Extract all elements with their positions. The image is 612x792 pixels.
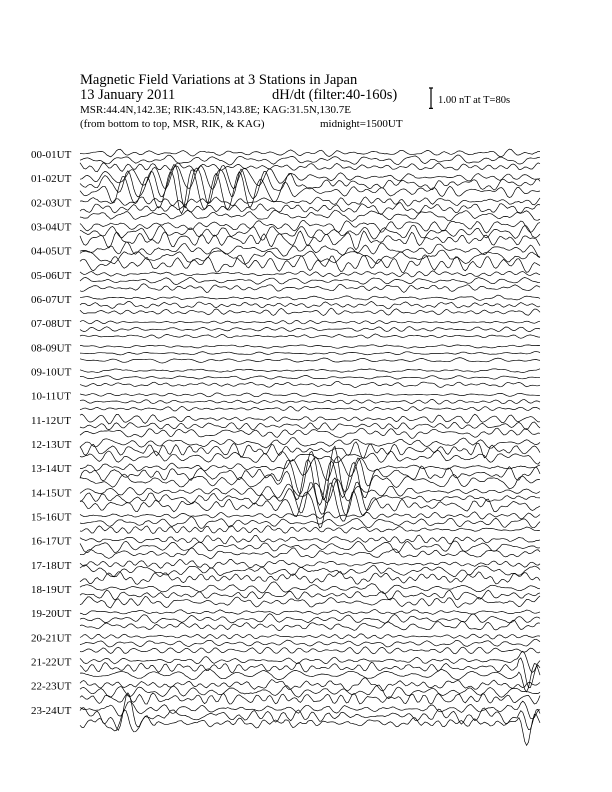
trace-KAG: [80, 320, 540, 324]
trace-MSR: [80, 596, 540, 608]
hour-row-17-18UT: [31, 559, 540, 584]
hour-label: 23-24UT: [31, 704, 72, 717]
trace-RIK: [80, 639, 540, 647]
chart-quantity: dH/dt (filter:40-160s): [272, 87, 398, 103]
trace-MSR: [80, 163, 540, 172]
hour-row-12-13UT: [31, 438, 540, 465]
trace-RIK: [80, 517, 540, 529]
trace-KAG: [80, 149, 540, 157]
trace-KAG: [80, 535, 540, 544]
trace-RIK: [80, 399, 540, 404]
hour-row-06-07UT: [31, 294, 540, 315]
hour-label: 14-15UT: [31, 487, 72, 500]
hour-row-09-10UT: [31, 367, 540, 388]
trace-MSR: [80, 210, 540, 221]
trace-KAG: [80, 393, 540, 397]
trace-RIK: [80, 250, 540, 264]
hour-row-16-17UT: [31, 535, 540, 559]
hour-label: 04-05UT: [31, 245, 72, 258]
trace-RIK: [80, 658, 540, 688]
hour-label: 07-08UT: [31, 318, 72, 331]
scale-bar: [429, 88, 433, 108]
trace-KAG: [80, 197, 540, 206]
hour-label: 15-16UT: [31, 511, 72, 524]
trace-KAG: [80, 457, 540, 481]
trace-KAG: [80, 221, 540, 233]
trace-MSR: [80, 428, 540, 438]
trace-KAG: [80, 345, 540, 348]
hour-label: 21-22UT: [31, 656, 72, 669]
chart-date: 13 January 2011: [80, 87, 176, 103]
hour-label: 10-11UT: [31, 390, 71, 403]
hour-row-10-11UT: [31, 391, 540, 411]
trace-MSR: [80, 308, 540, 315]
hour-row-15-16UT: [31, 512, 540, 534]
trace-MSR: [80, 334, 540, 338]
trace-KAG: [80, 242, 540, 257]
hour-row-22-23UT: [31, 678, 540, 704]
trace-MSR: [80, 548, 540, 559]
trace-MSR: [80, 358, 540, 363]
trace-RIK: [80, 301, 540, 309]
trace-RIK: [80, 327, 540, 332]
hour-label: 11-12UT: [31, 414, 71, 427]
hour-row-19-20UT: [31, 608, 540, 630]
hour-row-20-21UT: [31, 632, 540, 653]
hour-label: 05-06UT: [31, 269, 72, 282]
hour-label: 20-21UT: [31, 632, 72, 645]
trace-RIK: [80, 352, 540, 355]
trace-KAG: [80, 559, 540, 568]
hour-row-05-06UT: [31, 270, 540, 293]
trace-KAG: [80, 610, 540, 615]
hour-label: 08-09UT: [31, 342, 72, 355]
trace-RIK: [80, 590, 540, 600]
hour-row-07-08UT: [31, 318, 540, 338]
scale-bar-label: 1.00 nT at T=80s: [438, 95, 511, 106]
trace-KAG: [80, 165, 540, 189]
hour-row-00-01UT: [31, 149, 540, 172]
hour-label: 18-19UT: [31, 584, 72, 597]
station-coordinates: MSR:44.4N,142.3E; RIK:43.5N,143.8E; KAG:31.5N,130.7E: [80, 104, 352, 116]
trace-MSR: [80, 647, 540, 654]
trace-KAG: [80, 369, 540, 373]
trace-MSR: [80, 525, 540, 533]
trace-MSR: [80, 693, 540, 704]
trace-KAG: [80, 438, 540, 449]
scale-bar-line: [429, 88, 433, 108]
trace-RIK: [80, 375, 540, 379]
hour-row-13-14UT: [31, 446, 540, 505]
hour-row-11-12UT: [31, 414, 540, 438]
hour-label: 03-04UT: [31, 221, 72, 234]
hour-label: 17-18UT: [31, 559, 72, 572]
hour-row-02-03UT: [31, 197, 540, 222]
station-order-note: (from bottom to top, MSR, RIK, & KAG): [80, 118, 265, 130]
hour-label: 16-17UT: [31, 535, 72, 548]
trace-RIK: [80, 614, 540, 624]
trace-RIK: [80, 565, 540, 577]
trace-KAG: [80, 678, 540, 691]
trace-RIK: [80, 165, 540, 208]
trace-MSR: [80, 284, 540, 293]
trace-RIK: [80, 693, 540, 731]
trace-RIK: [80, 478, 540, 515]
hour-label: 09-10UT: [31, 366, 72, 379]
chart-title: Magnetic Field Variations at 3 Stations in Japan: [80, 72, 358, 88]
trace-KAG: [80, 295, 540, 300]
trace-MSR: [80, 572, 540, 585]
hour-label: 12-13UT: [31, 439, 72, 452]
trace-MSR: [80, 406, 540, 411]
hour-label: 01-02UT: [31, 173, 72, 186]
trace-RIK: [80, 278, 540, 285]
trace-KAG: [80, 634, 540, 639]
trace-MSR: [80, 381, 540, 387]
hour-row-08-09UT: [31, 342, 540, 363]
trace-KAG: [80, 582, 540, 594]
trace-RIK: [80, 541, 540, 553]
hour-rows: [31, 149, 540, 745]
hour-label: 13-14UT: [31, 463, 72, 476]
trace-MSR: [80, 255, 540, 273]
trace-KAG: [80, 271, 540, 277]
trace-KAG: [80, 651, 540, 672]
hour-label: 06-07UT: [31, 294, 72, 307]
hour-label: 22-23UT: [31, 680, 72, 693]
hour-row-18-19UT: [31, 582, 540, 608]
hour-label: 00-01UT: [31, 149, 72, 161]
hour-row-23-24UT: [31, 693, 540, 746]
hour-row-03-04UT: [31, 221, 540, 250]
trace-KAG: [80, 512, 540, 519]
midnight-note: midnight=1500UT: [320, 118, 403, 130]
hour-label: 19-20UT: [31, 608, 72, 621]
hour-label: 02-03UT: [31, 197, 72, 210]
trace-KAG: [80, 701, 540, 719]
